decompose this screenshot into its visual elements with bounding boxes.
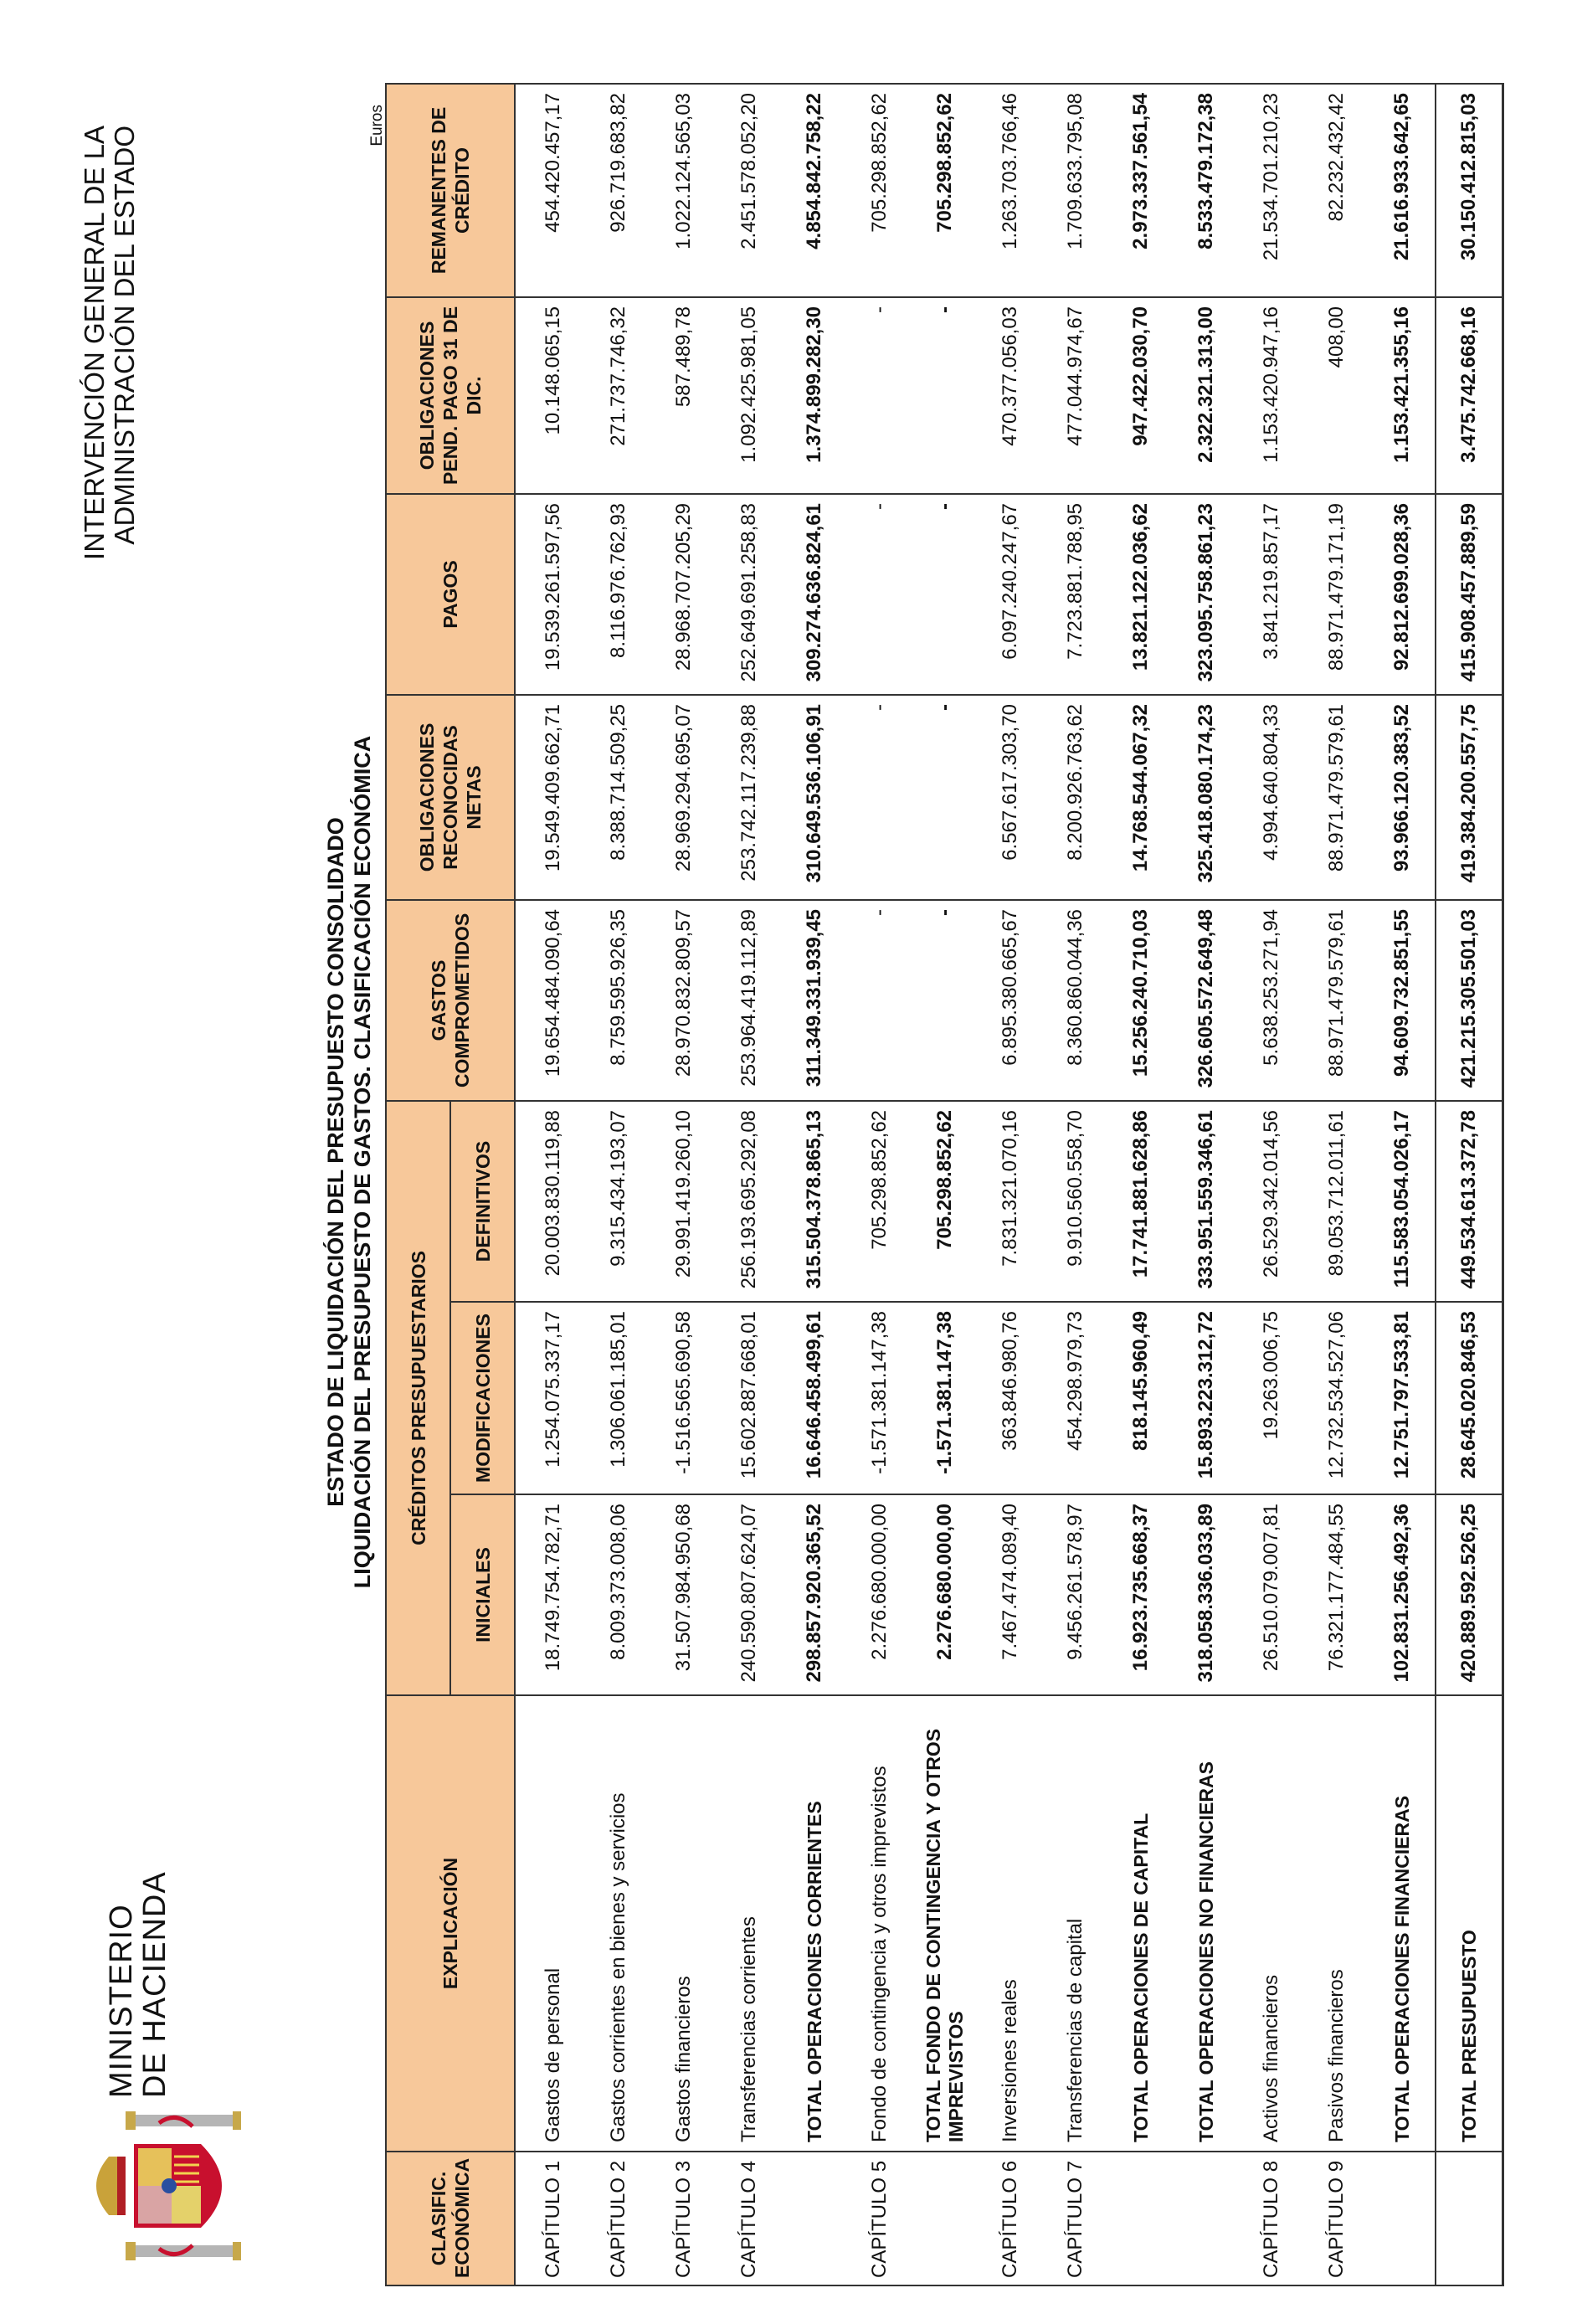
cell-rem: 21.534.701.210,23 [1239, 84, 1304, 297]
col-pendientes: OBLIGACIONES PEND. PAGO 31 DE DIC. [386, 297, 515, 494]
cell-cap [912, 2152, 978, 2285]
cell-def: 9.315.434.193,07 [586, 1101, 651, 1302]
cell-obl: 253.742.117.239,88 [717, 695, 782, 900]
cell-pag: 13.821.122.036,62 [1108, 494, 1174, 695]
cell-mod: 818.145.960,49 [1108, 1302, 1174, 1494]
cell-rem: 454.420.457,17 [515, 84, 586, 297]
cell-ini: 240.590.807.624,07 [717, 1494, 782, 1695]
col-definitivos: DEFINITIVOS [450, 1101, 515, 1302]
cell-ini: 420.889.592.526,25 [1436, 1494, 1503, 1695]
table-row [1304, 84, 1369, 2285]
cell-rem: 4.854.842.758,22 [782, 84, 847, 297]
table-header [386, 84, 515, 2285]
cell-expl: Transferencias de capital [1043, 1695, 1108, 2152]
cell-expl: TOTAL OPERACIONES NO FINANCIERAS [1174, 1695, 1239, 2152]
cell-expl: Gastos financieros [651, 1695, 717, 2152]
cell-ini: 8.009.373.008,06 [586, 1494, 651, 1695]
cell-rem: 8.533.479.172,38 [1174, 84, 1239, 297]
cell-pag: 7.723.881.788,95 [1043, 494, 1108, 695]
cell-ini: 76.321.177.484,55 [1304, 1494, 1369, 1695]
cell-pen: - [912, 297, 978, 494]
cell-ini: 102.831.256.492,36 [1369, 1494, 1436, 1695]
cell-mod: 454.298.979,73 [1043, 1302, 1108, 1494]
cell-ini: 2.276.680.000,00 [847, 1494, 912, 1695]
cell-cap: CAPÍTULO 3 [651, 2152, 717, 2285]
cell-gas: 326.605.572.649,48 [1174, 900, 1239, 1101]
cell-cap [1436, 2152, 1503, 2285]
cell-obl: 6.567.617.303,70 [978, 695, 1043, 900]
cell-pen: 408,00 [1304, 297, 1369, 494]
cell-mod: 15.602.887.668,01 [717, 1302, 782, 1494]
cell-pen: 470.377.056,03 [978, 297, 1043, 494]
cell-obl: 325.418.080.174,23 [1174, 695, 1239, 900]
col-modificaciones: MODIFICACIONES [450, 1302, 515, 1494]
cell-mod: 363.846.980,76 [978, 1302, 1043, 1494]
cell-ini: 31.507.984.950,68 [651, 1494, 717, 1695]
cell-pag: 252.649.691.258,83 [717, 494, 782, 695]
cell-gas: 28.970.832.809,57 [651, 900, 717, 1101]
cell-def: 9.910.560.558,70 [1043, 1101, 1108, 1302]
ministry-name [105, 1871, 172, 2098]
cell-rem: 21.616.933.642,65 [1369, 84, 1436, 297]
igae-line-2: ADMINISTRACIÓN DEL ESTADO [109, 126, 140, 545]
cell-obl: 8.388.714.509,25 [586, 695, 651, 900]
cell-pen: 1.153.420.947,16 [1239, 297, 1304, 494]
cell-pen: 947.422.030,70 [1108, 297, 1174, 494]
cell-def: 26.529.342.014,56 [1239, 1101, 1304, 1302]
igae-name [80, 126, 140, 560]
title-line-1: ESTADO DE LIQUIDACIÓN DEL PRESUPUESTO CONSOLIDADO [323, 817, 348, 1507]
units-label: Euros [368, 105, 386, 147]
cell-def: 705.298.852,62 [912, 1101, 978, 1302]
cell-cap: CAPÍTULO 2 [586, 2152, 651, 2285]
cell-obl: 8.200.926.763,62 [1043, 695, 1108, 900]
cell-pen: 10.148.065,15 [515, 297, 586, 494]
col-explicacion: EXPLICACIÓN [386, 1695, 515, 2152]
cell-def: 705.298.852,62 [847, 1101, 912, 1302]
cell-gas: 253.964.419.112,89 [717, 900, 782, 1101]
cell-expl: Fondo de contingencia y otros imprevistos [847, 1695, 912, 2152]
cell-pag: - [847, 494, 912, 695]
cell-gas: 6.895.380.665,67 [978, 900, 1043, 1101]
cell-cap: CAPÍTULO 8 [1239, 2152, 1304, 2285]
cell-mod: 12.732.534.527,06 [1304, 1302, 1369, 1494]
cell-pen: 271.737.746,32 [586, 297, 651, 494]
cell-mod: 1.254.075.337,17 [515, 1302, 586, 1494]
cell-rem: 1.022.124.565,03 [651, 84, 717, 297]
table-row [847, 84, 912, 2285]
cell-obl: 4.994.640.804,33 [1239, 695, 1304, 900]
cell-rem: 2.451.578.052,20 [717, 84, 782, 297]
cell-mod: 1.306.061.185,01 [586, 1302, 651, 1494]
ministry-line-2: DE HACIENDA [137, 1871, 172, 2098]
cell-mod: -1.571.381.147,38 [847, 1302, 912, 1494]
cell-expl: TOTAL OPERACIONES FINANCIERAS [1369, 1695, 1436, 2152]
cell-expl: Gastos de personal [515, 1695, 586, 2152]
table-total-row [1108, 84, 1174, 2285]
cell-gas: 15.256.240.710,03 [1108, 900, 1174, 1101]
cell-gas: 5.638.253.271,94 [1239, 900, 1304, 1101]
cell-obl: 93.966.120.383,52 [1369, 695, 1436, 900]
cell-rem: 30.150.412.815,03 [1436, 84, 1503, 297]
cell-gas: 19.654.484.090,64 [515, 900, 586, 1101]
table-row [586, 84, 651, 2285]
cell-pag: 309.274.636.824,61 [782, 494, 847, 695]
cell-def: 115.583.054.026,17 [1369, 1101, 1436, 1302]
cell-pag: 415.908.457.889,59 [1436, 494, 1503, 695]
cell-ini: 16.923.735.668,37 [1108, 1494, 1174, 1695]
cell-cap: CAPÍTULO 4 [717, 2152, 782, 2285]
cell-pag: 8.116.976.762,93 [586, 494, 651, 695]
cell-rem: 705.298.852,62 [847, 84, 912, 297]
cell-rem: 1.709.633.795,08 [1043, 84, 1108, 297]
cell-pag: 6.097.240.247,67 [978, 494, 1043, 695]
cell-pag: 19.539.261.597,56 [515, 494, 586, 695]
cell-expl: TOTAL FONDO DE CONTINGENCIA Y OTROS IMPREVISTOS [912, 1695, 978, 2152]
cell-def: 256.193.695.292,08 [717, 1101, 782, 1302]
col-remanentes: REMANENTES DE CRÉDITO [386, 84, 515, 297]
col-obligaciones: OBLIGACIONES RECONOCIDAS NETAS [386, 695, 515, 900]
cell-gas: - [847, 900, 912, 1101]
cell-mod: 12.751.797.533,81 [1369, 1302, 1436, 1494]
cell-ini: 9.456.261.578,97 [1043, 1494, 1108, 1695]
cell-cap: CAPÍTULO 5 [847, 2152, 912, 2285]
cell-pen: 2.322.321.313,00 [1174, 297, 1239, 494]
cell-def: 7.831.321.070,16 [978, 1101, 1043, 1302]
cell-obl: 19.549.409.662,71 [515, 695, 586, 900]
cell-pen: 477.044.974,67 [1043, 297, 1108, 494]
cell-mod: 15.893.223.312,72 [1174, 1302, 1239, 1494]
table-row [515, 84, 586, 2285]
cell-ini: 318.058.336.033,89 [1174, 1494, 1239, 1695]
cell-obl: 419.384.200.557,75 [1436, 695, 1503, 900]
table-row [1239, 84, 1304, 2285]
cell-def: 333.951.559.346,61 [1174, 1101, 1239, 1302]
cell-cap: CAPÍTULO 9 [1304, 2152, 1369, 2285]
table-row [978, 84, 1043, 2285]
cell-pag: 92.812.699.028,36 [1369, 494, 1436, 695]
cell-expl: TOTAL PRESUPUESTO [1436, 1695, 1503, 2152]
cell-rem: 2.973.337.561,54 [1108, 84, 1174, 297]
cell-mod: 19.263.006,75 [1239, 1302, 1304, 1494]
cell-cap: CAPÍTULO 1 [515, 2152, 586, 2285]
cell-expl: Pasivos financieros [1304, 1695, 1369, 2152]
table-row [1043, 84, 1108, 2285]
cell-expl: Gastos corrientes en bienes y servicios [586, 1695, 651, 2152]
col-pagos: PAGOS [386, 494, 515, 695]
cell-pen: 587.489,78 [651, 297, 717, 494]
col-creditos: CRÉDITOS PRESUPUESTARIOS [386, 1101, 450, 1695]
cell-mod: -1.571.381.147,38 [912, 1302, 978, 1494]
cell-ini: 298.857.920.365,52 [782, 1494, 847, 1695]
igae-line-1: INTERVENCIÓN GENERAL DE LA [79, 126, 110, 560]
cell-pen: - [847, 297, 912, 494]
table-row [717, 84, 782, 2285]
table-row [651, 84, 717, 2285]
cell-expl: TOTAL OPERACIONES CORRIENTES [782, 1695, 847, 2152]
cell-gas: 88.971.479.579,61 [1304, 900, 1369, 1101]
cell-obl: 28.969.294.695,07 [651, 695, 717, 900]
cell-rem: 82.232.432,42 [1304, 84, 1369, 297]
cell-gas: 421.215.305.501,03 [1436, 900, 1503, 1101]
cell-pag: 323.095.758.861,23 [1174, 494, 1239, 695]
table-total-row [782, 84, 847, 2285]
cell-obl: 310.649.536.106,91 [782, 695, 847, 900]
cell-rem: 705.298.852,62 [912, 84, 978, 297]
cell-gas: 311.349.331.939,45 [782, 900, 847, 1101]
cell-mod: -1.516.565.690,58 [651, 1302, 717, 1494]
cell-expl: TOTAL OPERACIONES DE CAPITAL [1108, 1695, 1174, 2152]
cell-expl: Activos financieros [1239, 1695, 1304, 2152]
cell-cap: CAPÍTULO 7 [1043, 2152, 1108, 2285]
cell-mod: 16.646.458.499,61 [782, 1302, 847, 1494]
cell-pen: 1.092.425.981,05 [717, 297, 782, 494]
table-total-row [1436, 84, 1503, 2285]
col-clasif: CLASIFIC. ECONÓMICA [386, 2152, 515, 2285]
cell-gas: 8.759.595.926,35 [586, 900, 651, 1101]
table-total-row [912, 84, 978, 2285]
cell-cap [1369, 2152, 1436, 2285]
cell-pen: 1.153.421.355,16 [1369, 297, 1436, 494]
cell-def: 449.534.613.372,78 [1436, 1101, 1503, 1302]
cell-def: 315.504.378.865,13 [782, 1101, 847, 1302]
cell-gas: - [912, 900, 978, 1101]
cell-pen: 3.475.742.668,16 [1436, 297, 1503, 494]
table-total-row [1369, 84, 1436, 2285]
budget-table [385, 83, 1504, 2286]
cell-obl: 14.768.544.067,32 [1108, 695, 1174, 900]
cell-cap: CAPÍTULO 6 [978, 2152, 1043, 2285]
document-title [322, 0, 376, 2324]
col-gastos: GASTOS COMPROMETIDOS [386, 900, 515, 1101]
cell-rem: 1.263.703.766,46 [978, 84, 1043, 297]
cell-cap [1108, 2152, 1174, 2285]
cell-pag: - [912, 494, 978, 695]
cell-pag: 28.968.707.205,29 [651, 494, 717, 695]
title-line-2: LIQUIDACIÓN DEL PRESUPUESTO DE GASTOS. CLASIFICACIÓN ECONÓMICA [350, 735, 375, 1589]
cell-expl: Transferencias corrientes [717, 1695, 782, 2152]
cell-def: 29.991.419.260,10 [651, 1101, 717, 1302]
cell-obl: - [847, 695, 912, 900]
cell-rem: 926.719.683,82 [586, 84, 651, 297]
cell-ini: 2.276.680.000,00 [912, 1494, 978, 1695]
cell-gas: 8.360.860.044,36 [1043, 900, 1108, 1101]
cell-ini: 26.510.079.007,81 [1239, 1494, 1304, 1695]
table-body [515, 84, 1503, 2285]
cell-mod: 28.645.020.846,53 [1436, 1302, 1503, 1494]
cell-def: 17.741.881.628,86 [1108, 1101, 1174, 1302]
cell-gas: 94.609.732.851,55 [1369, 900, 1436, 1101]
cell-cap [1174, 2152, 1239, 2285]
cell-pen: 1.374.899.282,30 [782, 297, 847, 494]
cell-def: 20.003.830.119,88 [515, 1101, 586, 1302]
cell-pag: 88.971.479.171,19 [1304, 494, 1369, 695]
cell-ini: 7.467.474.089,40 [978, 1494, 1043, 1695]
ministry-line-1: MINISTERIO [104, 1904, 139, 2098]
cell-expl: Inversiones reales [978, 1695, 1043, 2152]
col-iniciales: INICIALES [450, 1494, 515, 1695]
cell-obl: - [912, 695, 978, 900]
cell-def: 89.053.712.011,61 [1304, 1101, 1369, 1302]
table-total-row [1174, 84, 1239, 2285]
cell-ini: 18.749.754.782,71 [515, 1494, 586, 1695]
cell-cap [782, 2152, 847, 2285]
cell-obl: 88.971.479.579,61 [1304, 695, 1369, 900]
cell-pag: 3.841.219.857,17 [1239, 494, 1304, 695]
